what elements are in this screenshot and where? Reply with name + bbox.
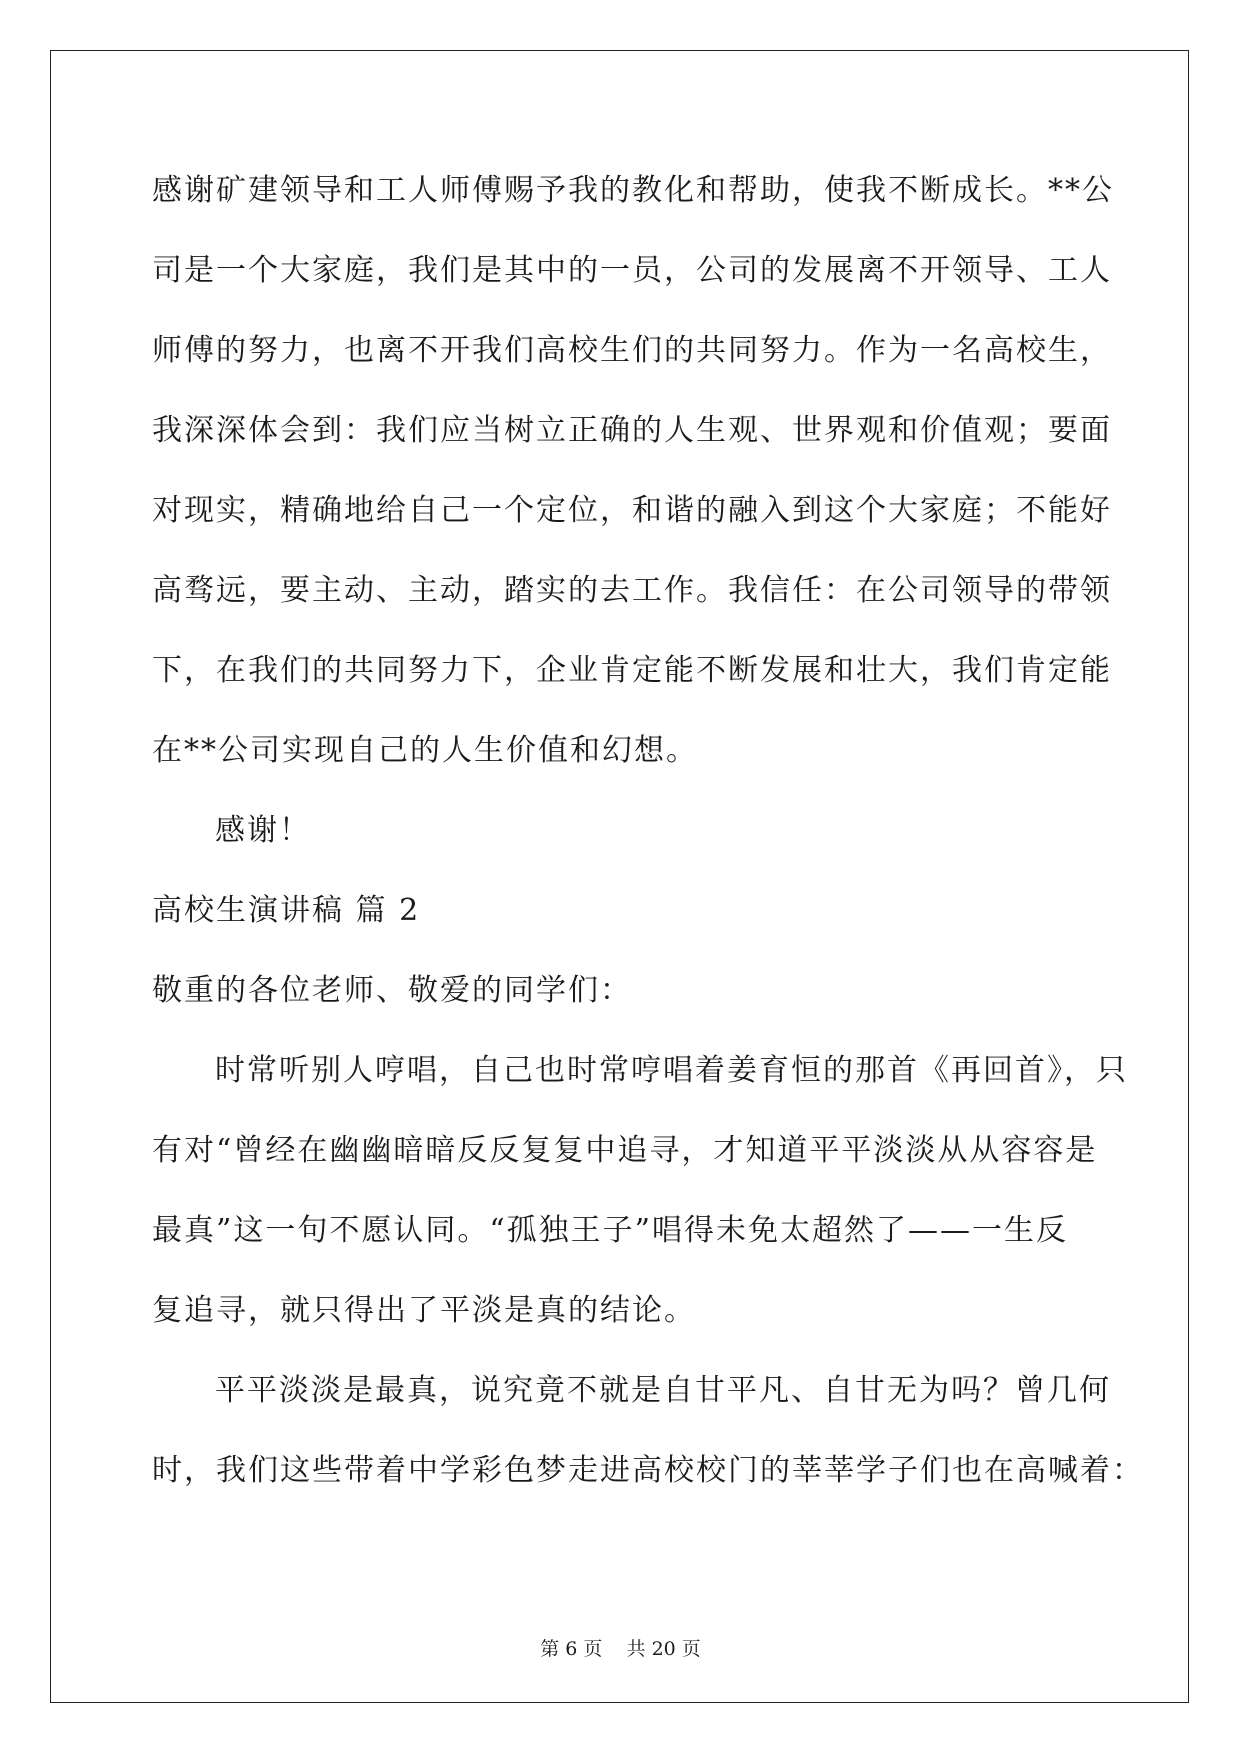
body-text-line: 师傅的努力，也离不开我们高校生们的共同努力。作为一名高校生， [152,333,1112,368]
body-text-line: 感谢矿建领导和工人师傅赐予我的教化和帮助，使我不断成长。**公 [152,173,1114,208]
body-text-line: 平平淡淡是最真，说究竟不就是自甘平凡、自甘无为吗？曾几何 [215,1373,1111,1408]
body-text-line: 复追寻，就只得出了平淡是真的结论。 [152,1293,696,1328]
body-text-line: 在**公司实现自己的人生价值和幻想。 [152,733,698,768]
body-text-line: 高骛远，要主动、主动，踏实的去工作。我信任：在公司领导的带领 [152,573,1112,608]
body-text-line: 对现实，精确地给自己一个定位，和谐的融入到这个大家庭；不能好 [152,493,1112,528]
salutation: 敬重的各位老师、敬爱的同学们： [152,973,632,1008]
body-text-line: 最真”这一句不愿认同。“孤独王子”唱得未免太超然了——一生反 [152,1213,1069,1248]
body-text-line: 时，我们这些带着中学彩色梦走进高校校门的莘莘学子们也在高喊着： [152,1453,1144,1488]
body-text-line: 我深深体会到：我们应当树立正确的人生观、世界观和价值观；要面 [152,413,1112,448]
body-text-line: 时常听别人哼唱，自己也时常哼唱着姜育恒的那首《再回首》，只 [215,1053,1128,1088]
section-heading: 高校生演讲稿 篇 2 [152,893,421,928]
body-text-line: 下，在我们的共同努力下，企业肯定能不断发展和壮大，我们肯定能 [152,653,1112,688]
closing-thanks: 感谢！ [215,813,311,848]
body-text-line: 司是一个大家庭，我们是其中的一员，公司的发展离不开领导、工人 [152,253,1112,288]
page-number-footer: 第 6 页 共 20 页 [540,1638,701,1660]
body-text-line: 有对“曾经在幽幽暗暗反反复复中追寻，才知道平平淡淡从从容容是 [152,1133,1098,1168]
